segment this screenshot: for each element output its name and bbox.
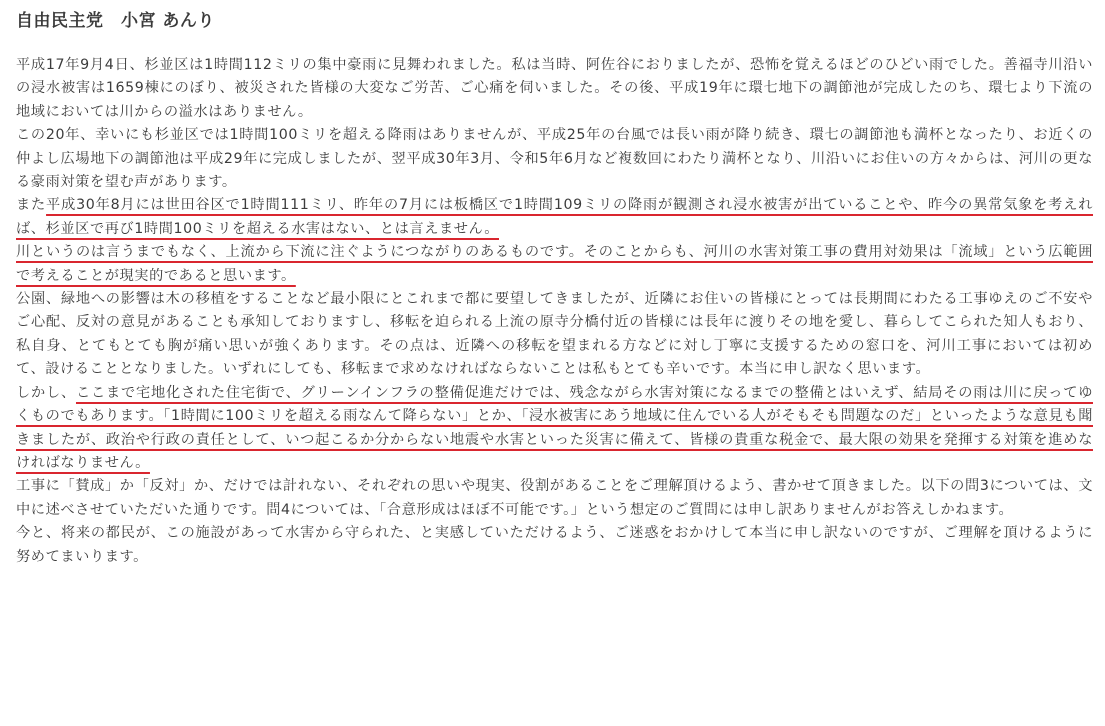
paragraph-text: 平成17年9月4日、杉並区は1時間112ミリの集中豪雨に見舞われました。私は当時、阿佐谷におりましたが、恐怖を覚えるほどのひどい雨でした。善福寺川沿いの浸水被害は1659棟にのぼり、被災された皆様の大変なご労苦、ご心痛を伺いました。その後、平成19年に環七地下の調節池が完成したのち、環七より下流の地域においては川からの溢水はありません。 xyxy=(16,57,1093,120)
paragraph-2 xyxy=(16,124,1093,194)
paragraph-5 xyxy=(16,288,1093,382)
paragraph-text: 公園、緑地への影響は木の移植をすることなど最小限にとこれまで都に要望してきましたが、近隣にお住いの皆様にとっては長期間にわたる工事ゆえのご不安やご心配、反対の意見があることも承知しておりますし、移転を迫られる上流の原寺分橋付近の皆様には長年に渡りその地を愛し、暮らしてこられた知人もおり、私自身、とてもとても胸が痛い思いが強くあります。その点は、近隣への移転を望まれる方などに対し丁寧に支援するための窓口を、河川工事においては初めて、設けることとなりました。いずれにしても、移転まで求めなければならないことは私もとても辛いです。本当に申し訳なく思います。 xyxy=(16,291,1093,378)
underlined-passage: ここまで宅地化された住宅街で、グリーンインフラの整備促進だけでは、残念ながら水害対策になるまでの整備とはいえず、結局その雨は川に戻ってゆくものでもあります。「1時間に100ミリを超える雨なんて降らない」とか、「浸水被害にあう地域に住んでいる人がそもそも問題なのだ」といったような意見も聞きましたが、政治や行政の責任として、いつ起こるか分からない地震や水害といった災害に備えて、皆様の貴重な税金で、最大限の効果を発揮する対策を進めなければなりません。 xyxy=(16,384,1093,471)
paragraph-1 xyxy=(16,54,1093,124)
underlined-passage: 川というのは言うまでもなく、上流から下流に注ぐようにつながりのあるものです。そのことからも、河川の水害対策工事の費用対効果は「流域」という広範囲で考えることが現実的であると思います。 xyxy=(16,244,1093,284)
underlined-passage: 平成30年8月には世田谷区で1時間111ミリ、昨年の7月には板橋区で1時間109ミリの降雨が観測され浸水被害が出ていることや、昨今の異常気象を考えれば、杉並区で再び1時間100ミリを超える水害はない、とは言えません。 xyxy=(16,197,1094,237)
paragraph-text: しかし、 xyxy=(16,384,76,401)
statement-body xyxy=(16,54,1093,569)
paragraph-text: また xyxy=(16,197,47,214)
paragraph-8 xyxy=(16,522,1093,569)
paragraph-7 xyxy=(16,475,1093,522)
paragraph-text: この20年、幸いにも杉並区では1時間100ミリを超える降雨はありませんが、平成25年の台風では長い雨が降り続き、環七の調節池も満杯となったり、お近くの仲よし広場地下の調節池は平成29年に完成しましたが、翌平成30年3月、令和5年6月など複数回にわたり満杯となり、川沿いにお住いの方々からは、河川の更なる豪雨対策を望む声があります。 xyxy=(16,127,1093,191)
paragraph-4 xyxy=(16,241,1093,288)
statement-heading: 自由民主党 小宮 あんり xyxy=(16,11,215,31)
paragraph-text: 工事に「賛成」か「反対」か、だけでは計れない、それぞれの思いや現実、役割があることをご理解頂けるよう、書かせて頂きました。以下の問3については、文中に述べさせていただいた通りです。問4については、「合意形成はほぼ不可能です。」という想定のご質問には申し訳ありませんがお答えしかねます。 xyxy=(16,478,1093,518)
paragraph-text: 今と、将来の都民が、この施設があって水害から守られた、と実感していただけるよう、ご迷惑をおかけして本当に申し訳ないのですが、ご理解を頂けるように努めてまいります。 xyxy=(16,525,1093,565)
paragraph-3 xyxy=(16,194,1093,241)
paragraph-6 xyxy=(16,382,1093,476)
